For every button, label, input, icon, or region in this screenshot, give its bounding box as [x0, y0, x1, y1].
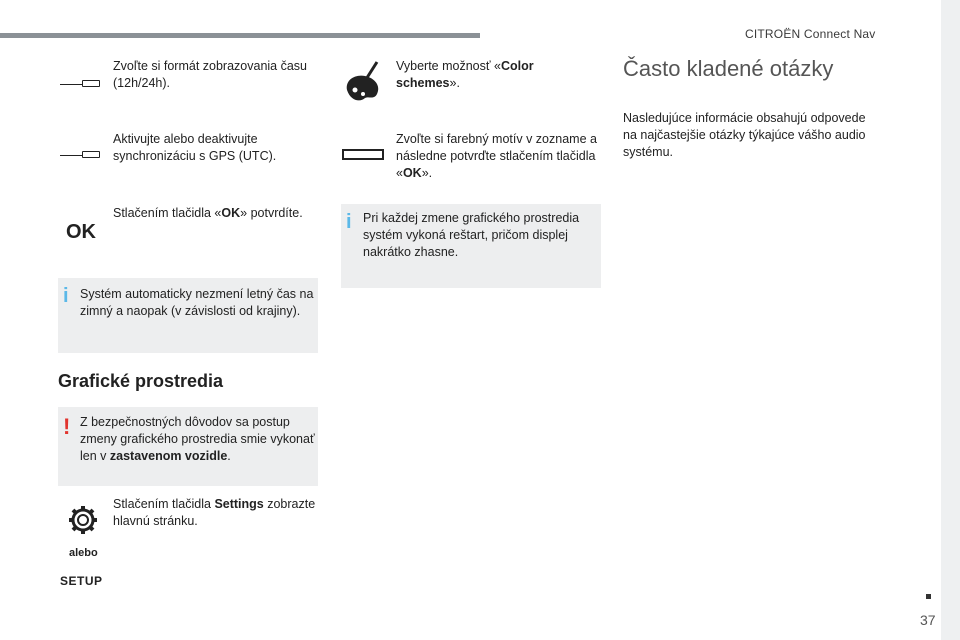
info-icon: i — [346, 211, 352, 233]
text-line: (12h/24h). — [113, 76, 170, 90]
text-line: Z bezpečnostných dôvodov sa postup — [80, 415, 290, 429]
palette-brush-icon — [343, 60, 383, 104]
text-line: Pri každej zmene grafického prostredia — [363, 211, 580, 225]
text-line: Systém automaticky nezmení letný čas na — [80, 287, 314, 301]
ok-icon: OK — [66, 221, 96, 243]
item-time-format — [113, 58, 307, 92]
top-rule — [0, 33, 480, 38]
text-line: systém vykoná reštart, pričom displej — [363, 228, 568, 242]
text-line: na najčastejšie otázky týkajúce vášho audio — [623, 128, 866, 142]
text-line: hlavnú stránku. — [113, 514, 198, 528]
info-note — [341, 204, 601, 288]
page-marker — [926, 594, 931, 599]
page-number: 37 — [920, 612, 936, 628]
info-note — [58, 278, 318, 353]
page-side-band — [941, 0, 960, 640]
list-bar-icon — [342, 149, 384, 160]
item-color-schemes: Vyberte možnosť «Color schemes». — [396, 59, 534, 90]
or-label: alebo — [69, 547, 98, 559]
text-line: Zvoľte si farebný motív v zozname a — [396, 132, 597, 146]
item-choose-theme: Zvoľte si farebný motív v zozname a následne potvrďte stlačením tlačidla «OK». — [396, 132, 597, 180]
text-line: nakrátko zhasne. — [363, 245, 459, 259]
settings-gear-icon — [68, 505, 98, 535]
item-gps-sync — [113, 131, 276, 165]
text-line: Nasledujúce informácie obsahujú odpovede — [623, 111, 866, 125]
text-line: Zvoľte si formát zobrazovania času — [113, 59, 308, 73]
text-line: Aktivujte alebo deaktivujte — [113, 132, 258, 146]
text-line: zmeny grafického prostredia smie vykonať — [80, 432, 315, 446]
warning-icon: ! — [63, 414, 71, 439]
item-confirm: Stlačením tlačidla «OK» potvrdíte. — [113, 206, 303, 220]
text-line: systému. — [623, 145, 674, 159]
setup-label: SETUP — [60, 574, 103, 588]
info-icon: i — [63, 285, 69, 307]
text-line: synchronizáciu s GPS (UTC). — [113, 149, 277, 163]
text-line: zimný a naopak (v závislosti od krajiny). — [80, 304, 301, 318]
text-line: len v zastavenom vozidle. — [80, 449, 231, 463]
toggle-icon — [82, 80, 100, 87]
faq-title: Často kladené otázky — [623, 56, 834, 81]
toggle-icon — [82, 151, 100, 158]
faq-intro — [623, 110, 866, 161]
section-title: Grafické prostredia — [58, 371, 224, 391]
item-settings: Stlačením tlačidla Settings zobrazte hlavnú stránku. — [113, 497, 316, 528]
text-line: následne potvrďte stlačením tlačidla — [396, 149, 596, 163]
warning-note — [58, 407, 318, 486]
header-title: CITROËN Connect Nav — [745, 27, 876, 41]
